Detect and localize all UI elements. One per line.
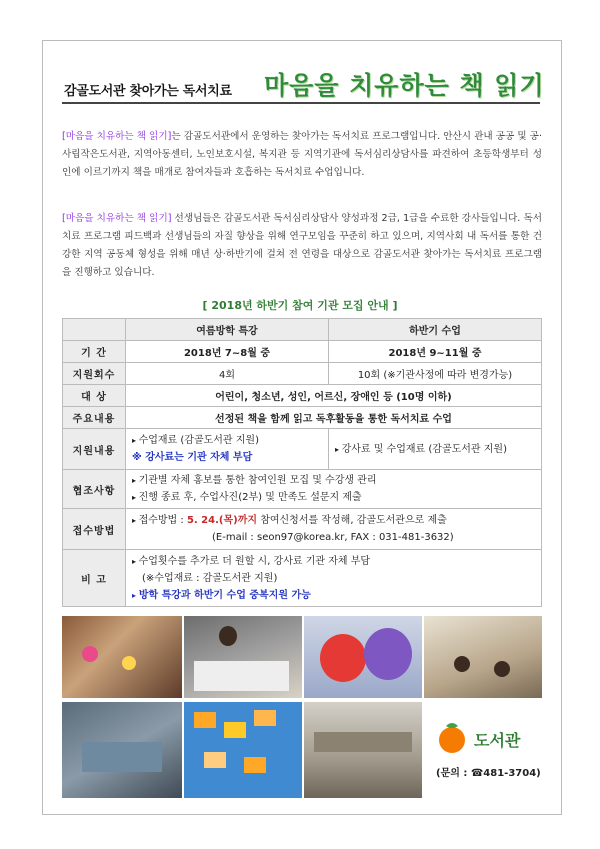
recruit-notice-title: [ 2018년 하반기 참여 기관 모집 안내 ] xyxy=(202,299,398,312)
intro-text-2: 선생님들은 감골도서관 독서심리상담사 양성과정 2급, 1급을 수료한 강사들입니다. 독서치료 프로그램 피드백과 선생님들의 자질 향상을 위해 연구모임을 꾸준히 하고 있으며, 지역사회 내 독서를 통한 건강한 지역 공동체 형성을 위해 매년 상·하반기에 걸쳐 전 연령을 대상으로 감골도서관 찾아가는 독서치료 프로그램을 진행하고 있습니다. xyxy=(62,213,542,278)
logo-text: 도서관 xyxy=(474,731,521,750)
library-logo xyxy=(436,718,546,758)
intro-text-1: 는 감골도서관에서 운영하는 찾아가는 독서치료 프로그램입니다. 안산시 관내 공공 및 공·사립작은도서관, 지역아동센터, 노인보호시설, 복지관 등 지역기관에 독서심리상담사를 파견하여 초등학생부터 성인에 이르기까지 책을 매개로 참여자들과 호흡하는 독서치료 수업입니다. xyxy=(62,131,542,178)
cooperation-item-1: ▸ 기관별 자체 홍보를 통한 참여인원 모집 및 수강생 관리 xyxy=(132,472,535,489)
program-name-highlight: [마음을 치유하는 책 읽기] xyxy=(62,131,172,142)
cooperation-item-2: ▸ 진행 종료 후, 수업사진(2부) 및 만족도 설문지 제출 xyxy=(132,489,535,506)
note-value xyxy=(126,550,542,607)
table-row xyxy=(63,363,542,385)
table-row xyxy=(63,470,542,509)
activity-photo-2 xyxy=(184,616,302,698)
period-summer: 2018년 7~8월 중 xyxy=(126,341,329,363)
table-row xyxy=(63,509,542,550)
note-item-1: ▸ 수업횟수를 추가로 더 원할 시, 강사료 기관 자체 부담 xyxy=(132,553,535,570)
note-item-3: ▸ 방학 특강과 하반기 수업 중복지원 가능 xyxy=(132,587,535,604)
persimmon-logo-icon xyxy=(436,718,468,756)
table-row xyxy=(63,407,542,429)
program-name-highlight: [마음을 치유하는 책 읽기] xyxy=(62,213,172,224)
intro-paragraph-1 xyxy=(62,128,542,182)
period-second-half: 2018년 9~11월 중 xyxy=(329,341,542,363)
support-second-half xyxy=(329,429,542,470)
table-header-row xyxy=(63,319,542,341)
apply-line xyxy=(132,512,535,529)
table-row xyxy=(63,341,542,363)
table-row xyxy=(63,550,542,607)
table-row xyxy=(63,429,542,470)
row-label-period: 기 간 xyxy=(63,341,126,363)
page-subtitle: 감골도서관 찾아가는 독서치료 xyxy=(64,84,232,99)
content-value: 선정된 책을 함께 읽고 독후활동을 통한 독서치료 수업 xyxy=(126,407,542,429)
support-summer-fee-note: ※ 강사료는 기관 자체 부담 xyxy=(132,452,253,463)
count-summer: 4회 xyxy=(126,363,329,385)
support-summer xyxy=(126,429,329,470)
count-second-half: 10회 (※기관사정에 따라 변경가능) xyxy=(329,363,542,385)
header-summer: 여름방학 특강 xyxy=(126,319,329,341)
row-label-support: 지원내용 xyxy=(63,429,126,470)
header-empty-cell xyxy=(63,319,126,341)
row-label-count: 지원회수 xyxy=(63,363,126,385)
bullet-icon: ▸ xyxy=(132,516,139,525)
support-summer-materials: ▸ 수업재료 (감골도서관 지원) xyxy=(132,432,322,449)
activity-photo-4 xyxy=(424,616,542,698)
activity-photo-stickers xyxy=(184,702,302,798)
note-item-2: (※수업재료 : 감골도서관 지원) xyxy=(142,572,278,584)
apply-value xyxy=(126,509,542,550)
apply-deadline: 5. 24.(목)까지 xyxy=(186,515,258,526)
row-label-content: 주요내용 xyxy=(63,407,126,429)
info-table xyxy=(62,318,542,607)
support-second-half-text: ▸ 강사료 및 수업재료 (감골도서관 지원) xyxy=(335,441,535,458)
row-label-target: 대 상 xyxy=(63,385,126,407)
target-value: 어린이, 청소년, 성인, 어르신, 장애인 등 (10명 이하) xyxy=(126,385,542,407)
activity-photo-7 xyxy=(304,702,422,798)
row-label-cooperation: 협조사항 xyxy=(63,470,126,509)
row-label-apply: 접수방법 xyxy=(63,509,126,550)
cooperation-value xyxy=(126,470,542,509)
activity-photo-1 xyxy=(62,616,182,698)
inquiry-phone: (문의 : ☎481-3704) xyxy=(436,768,541,779)
apply-contact: (E-mail : seon97@korea.kr, FAX : 031-481-3632) xyxy=(212,532,454,543)
title-underline xyxy=(62,102,540,104)
intro-paragraph-2 xyxy=(62,210,542,282)
apply-prefix: 접수방법 : xyxy=(138,515,187,526)
page-title: 마음을 치유하는 책 읽기 xyxy=(264,71,545,100)
header-second-half: 하반기 수업 xyxy=(329,319,542,341)
activity-photo-balloons xyxy=(304,616,422,698)
row-label-note: 비 고 xyxy=(63,550,126,607)
table-row xyxy=(63,385,542,407)
title-row xyxy=(42,66,560,106)
apply-rest: 참여신청서를 작성해, 감골도서관으로 제출 xyxy=(257,515,447,526)
activity-photo-5 xyxy=(62,702,182,798)
